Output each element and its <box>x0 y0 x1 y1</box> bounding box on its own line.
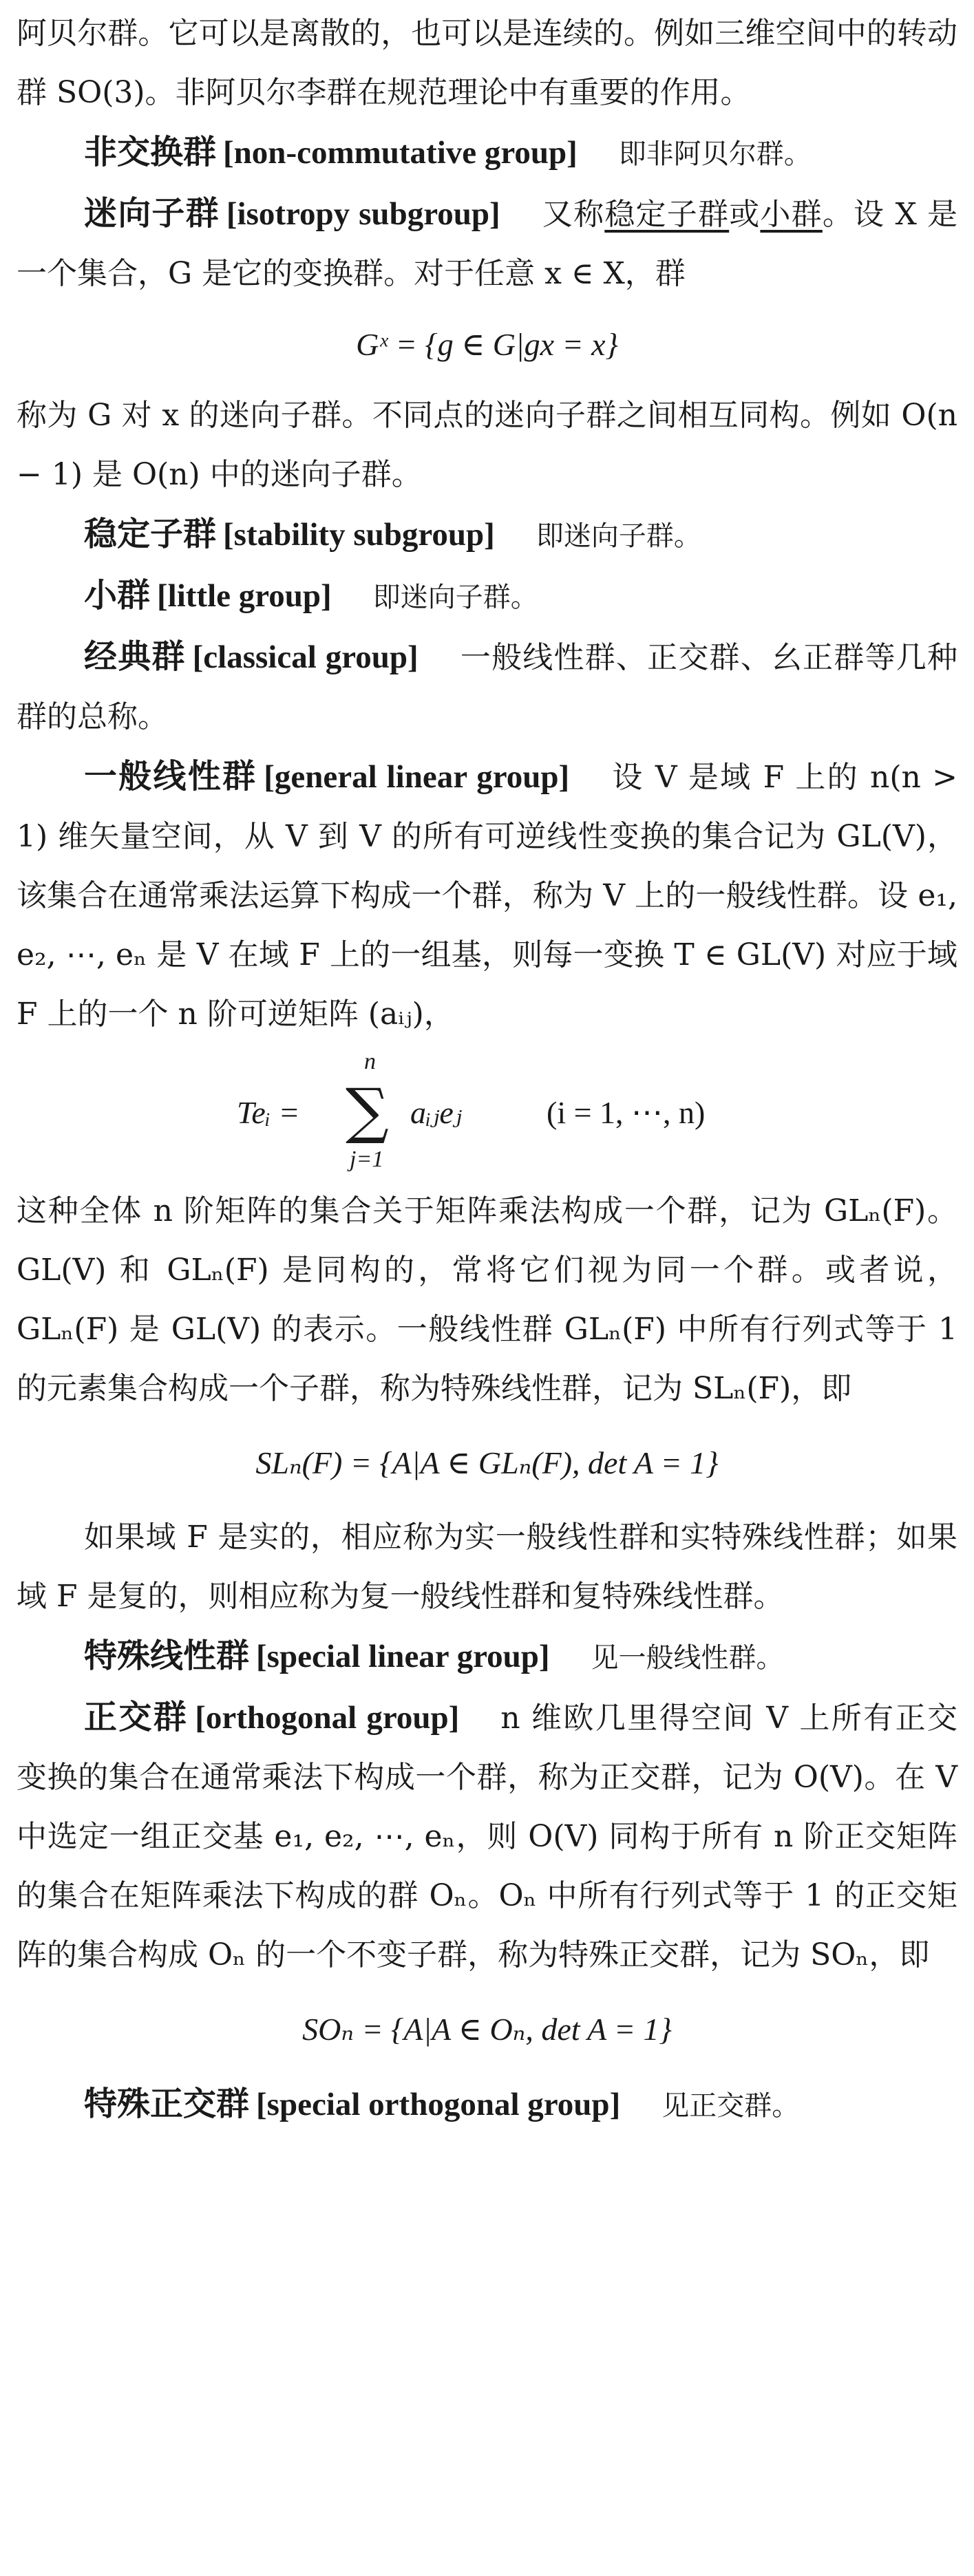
entry-term: 特殊正交群 <box>84 2085 250 2123</box>
cross-reference-little-group: 小群 <box>760 197 823 232</box>
entry-definition-part: 又称 <box>541 197 605 232</box>
entry-term: 稳定子群 <box>84 515 217 553</box>
entry-continuation: 称为 G 对 x 的迷向子群。不同点的迷向子群之间相互同构。例如 O(n − 1) 是 O(n) 中的迷向子群。 <box>17 398 957 492</box>
entry-english: [orthogonal group] <box>195 1700 460 1736</box>
entry-definition: 即迷向子群。 <box>372 582 538 613</box>
entry-isotropy-subgroup <box>17 184 957 304</box>
cross-reference-stability-subgroup: 稳定子群 <box>604 197 730 232</box>
entry-definition: 即非阿贝尔群。 <box>618 138 812 170</box>
continued-paragraph: 阿贝尔群。它可以是离散的，也可以是连续的。例如三维空间中的转动群 SO(3)。非阿贝尔李群在规范理论中有重要的作用。 <box>17 16 957 110</box>
summation-sign: ∑ <box>346 1075 389 1146</box>
entry-term: 经典群 <box>84 637 186 676</box>
formula-condition: (i = 1, ⋯, n) <box>547 1095 706 1130</box>
entry-english: [special linear group] <box>256 1639 550 1674</box>
entry-continuation: 这种全体 n 阶矩阵的集合关于矩阵乘法构成一个群，记为 GLₙ(F)。GL(V) 和 GLₙ(F) 是同构的，常将它们视为同一个群。或者说，GLₙ(F) 是 GL(V) 的表示。一般线性群 GLₙ(F) 中所有行列式等于 1 的元素集合构成一个子群，称为特殊线性群，记为 SLₙ(F)，即 <box>17 1193 957 1406</box>
entry-definition-part: 。设 X 是一个集合，G 是它的变换群。对于任意 x ∈ X，群 <box>17 197 958 291</box>
entry-little-group <box>17 566 957 627</box>
entry-english: [classical group] <box>192 639 419 675</box>
entry-english: [stability subgroup] <box>223 517 495 553</box>
entry-special-linear-group <box>17 1626 957 1688</box>
entry-definition: n 维欧几里得空间 V 上所有正交变换的集合在通常乘法下构成一个群，称为正交群，记为 O(V)。在 V 中选定一组正交基 e₁, e₂, ⋯, eₙ，则 O(V) 同构于所有 n 阶正交矩阵的集合在矩阵乘法下构成的群 Oₙ。Oₙ 中所有行列式等于 1 的正交矩阵的集合构成 Oₙ 的一个不变子群，称为特殊正交群，记为 SOₙ，即 <box>17 1701 957 1972</box>
entry-term: 迷向子群 <box>84 194 220 233</box>
entry-definition: 设 V 是域 F 上的 n(n > 1) 维矢量空间，从 V 到 V 的所有可逆线性变换的集合记为 GL(V)，该集合在通常乘法运算下构成一个群，称为 V 上的一般线性群。设 e₁, e₂, ⋯, eₙ 是 V 在域 F 上的一组基，则每一变换 T ∈ GL(V) 对应于域 F 上的一个 n 阶可逆矩阵 (aᵢⱼ)， <box>17 760 957 1032</box>
entry-term: 一般线性群 <box>84 757 257 796</box>
formula-basis-transform <box>17 1044 957 1182</box>
entry-english: [special orthogonal group] <box>256 2087 621 2122</box>
entry-stability-subgroup <box>17 504 957 566</box>
entry-term: 非交换群 <box>84 133 217 171</box>
entry-special-orthogonal-group <box>17 2074 957 2136</box>
entry-classical-group <box>17 627 957 747</box>
entry-definition: 见正交群。 <box>661 2090 800 2122</box>
dictionary-page <box>17 4 957 2136</box>
entry-english: [isotropy subgroup] <box>226 196 500 232</box>
entry-term: 小群 <box>84 576 151 615</box>
formula-rhs: aᵢⱼeⱼ <box>410 1095 462 1130</box>
entry-term: 正交群 <box>84 1698 189 1736</box>
formula-special-orthogonal: SOₙ = {A|A ∈ Oₙ, det A = 1} <box>302 2012 672 2047</box>
entry-continuation: 如果域 F 是实的，相应称为实一般线性群和实特殊线性群；如果域 F 是复的，则相应称为复一般线性群和复特殊线性群。 <box>17 1520 957 1614</box>
entry-definition: 即迷向子群。 <box>536 520 701 552</box>
entry-definition: 见一般线性群。 <box>591 1642 784 1674</box>
entry-definition-part: 或 <box>729 197 761 232</box>
entry-english: [non-commutative group] <box>223 135 578 171</box>
entry-english: [general linear group] <box>264 759 570 795</box>
formula-isotropy: Gˣ = {g ∈ G|gx = x} <box>356 327 618 362</box>
formula-special-linear: SLₙ(F) = {A|A ∈ GLₙ(F), det A = 1} <box>255 1445 719 1480</box>
entry-orthogonal-group <box>17 1688 957 1985</box>
entry-general-linear-group <box>17 747 957 1044</box>
entry-non-commutative-group <box>17 123 957 184</box>
formula-lhs: Teᵢ = <box>237 1095 300 1130</box>
entry-term: 特殊线性群 <box>84 1637 250 1675</box>
summation-upper-limit: n <box>364 1049 376 1074</box>
entry-english: [little group] <box>157 578 332 614</box>
entry-definition: 一般线性群、正交群、幺正群等几种群的总称。 <box>17 640 957 734</box>
summation-lower-limit: j=1 <box>350 1147 384 1172</box>
